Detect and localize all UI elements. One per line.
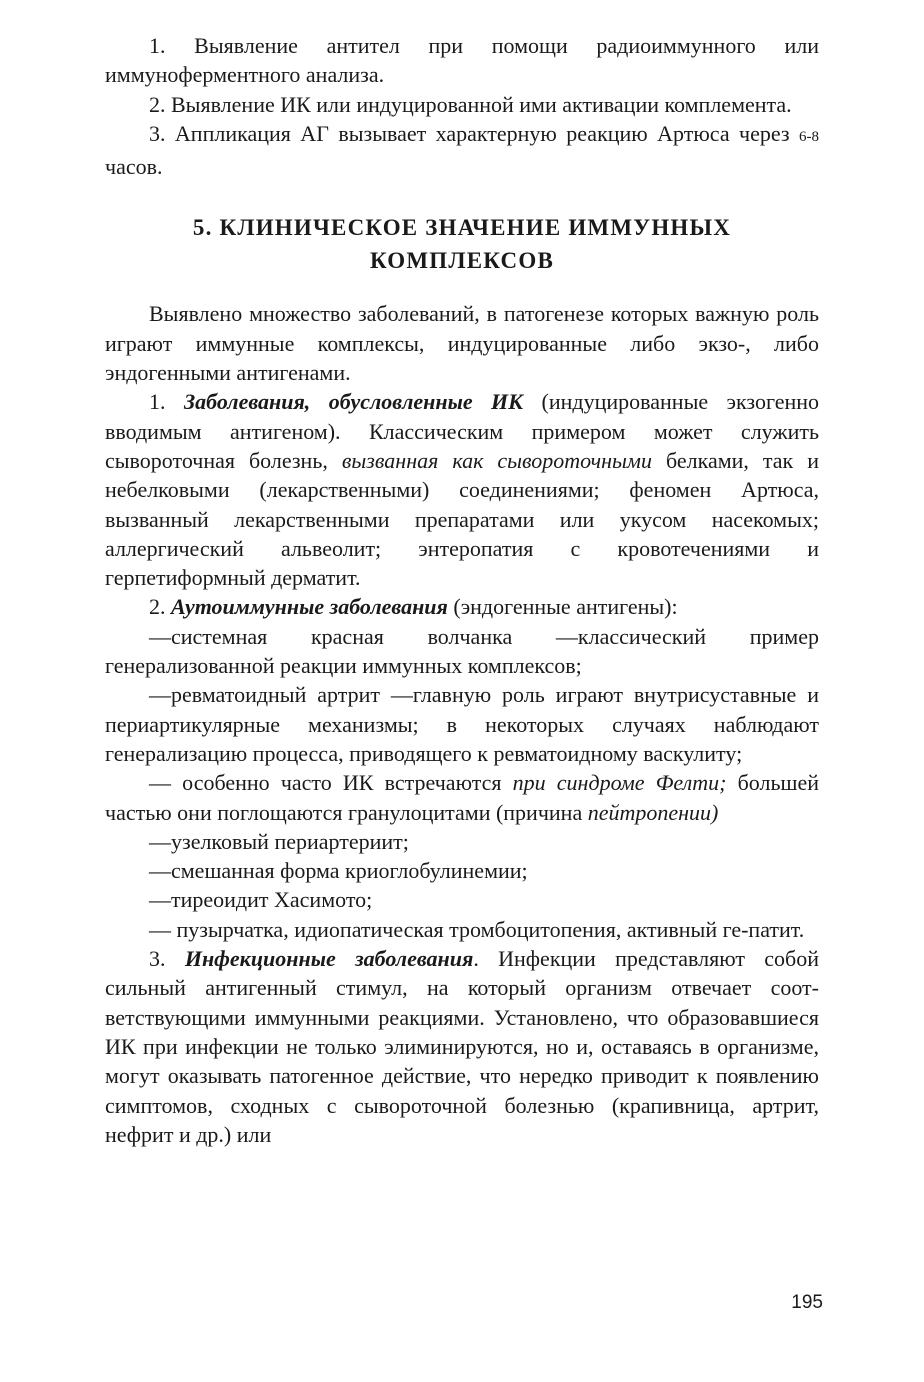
paragraph-number: 3. xyxy=(149,946,185,972)
page-body xyxy=(105,31,819,1149)
felty-text-cont: большей частью они поглощаются гранулоцитами (причина xyxy=(105,770,819,825)
list-item-3-text: 3. Аппликация АГ вызывает характерную реакцию Артюса через xyxy=(149,120,799,146)
dash-item-sle: —системная красная волчанка —классический пример генерализованной реакции иммунных комплексов; xyxy=(105,623,819,679)
dash-item-pemphigus: — пузырчатка, идиопатическая тромбоцитопения, активный ге-патит. xyxy=(149,916,805,942)
intro-paragraph: Выявлено множество заболеваний, в патогенезе которых важную роль играют иммунные комплексы, индуцированные либо экзо-, либо эндогенными антигенами. xyxy=(105,301,819,386)
paragraph-infectious xyxy=(105,944,819,1149)
paragraph-ik-diseases xyxy=(105,387,819,592)
list-item-3 xyxy=(105,119,819,182)
paragraph-text: (эндогенные антигены): xyxy=(447,594,678,620)
list-item-2: 2. Выявление ИК или индуцированной ими активации комплемента. xyxy=(149,91,792,117)
paragraph-number: 1. xyxy=(149,389,184,415)
page-number: 195 xyxy=(791,1292,823,1313)
section-heading-line1: 5. КЛИНИЧЕСКОЕ ЗНАЧЕНИЕ ИММУННЫХ xyxy=(192,215,732,241)
list-item-1: 1. Выявление антител при помощи радиоиммунного или иммуноферментного анализа. xyxy=(105,33,819,88)
felty-italic-end: пейтропении) xyxy=(587,799,719,825)
felty-italic: при синдроме Фелти; xyxy=(512,770,727,796)
dash-item-ra: —ревматоидный артрит —главную роль играют внутрисуставные и периартикулярные механизмы; в некоторых случаях наблюдают генерализацию процесса, приводящего к ревматоидному васкулиту; xyxy=(105,682,819,766)
paragraph-title: Заболевания, обусловленные ИК xyxy=(183,389,524,415)
dash-item-cryo: —смешанная форма криоглобулинемии; xyxy=(149,858,528,884)
felty-text: — особенно часто ИК встречаются xyxy=(149,770,513,796)
list-item-3-end: часов. xyxy=(105,154,163,180)
dash-item-pan: —узелковый периартериит; xyxy=(149,828,409,854)
section-heading-line2: КОМПЛЕКСОВ xyxy=(369,248,555,274)
dash-item-hashimoto: —тиреоидит Хасимото; xyxy=(149,887,373,913)
dash-item-felty xyxy=(105,768,819,827)
paragraph-autoimmune xyxy=(105,592,819,621)
italic-phrase: вызванная как сывороточными xyxy=(341,447,652,473)
paragraph-text-cont: белками, так и небелковыми (лекарственными) соединениями; феномен Артюса, вызванный лекарственными препаратами или укусом насекомых; аллергический альвеолит; энтеропатия с кровотечениями и герпетиформный дерматит. xyxy=(105,447,819,591)
paragraph-title: Инфекционные заболевания xyxy=(184,946,474,972)
paragraph-text: . Инфекции представляют собой сильный антигенный стимул, на который организм отвечает соот-ветствующими иммунными реакциями. Установлено, что образовавшиеся ИК при инфекции не только элиминируются, но и, оставаясь в организме, могут оказывать патогенное действие, что нередко приводит к появлению симптомов, сходных с сывороточной болезнью (крапивница, артрит, нефрит и др.) или xyxy=(105,946,820,1147)
paragraph-text: (индуцированные экзогенно вводимым антигеном). Классическим примером может служить сывороточная болезнь, xyxy=(105,389,820,473)
hours-range: 6-8 xyxy=(799,128,819,145)
paragraph-title: Аутоиммунные заболевания xyxy=(171,594,448,620)
paragraph-number: 2. xyxy=(149,594,171,620)
section-heading xyxy=(105,211,819,277)
